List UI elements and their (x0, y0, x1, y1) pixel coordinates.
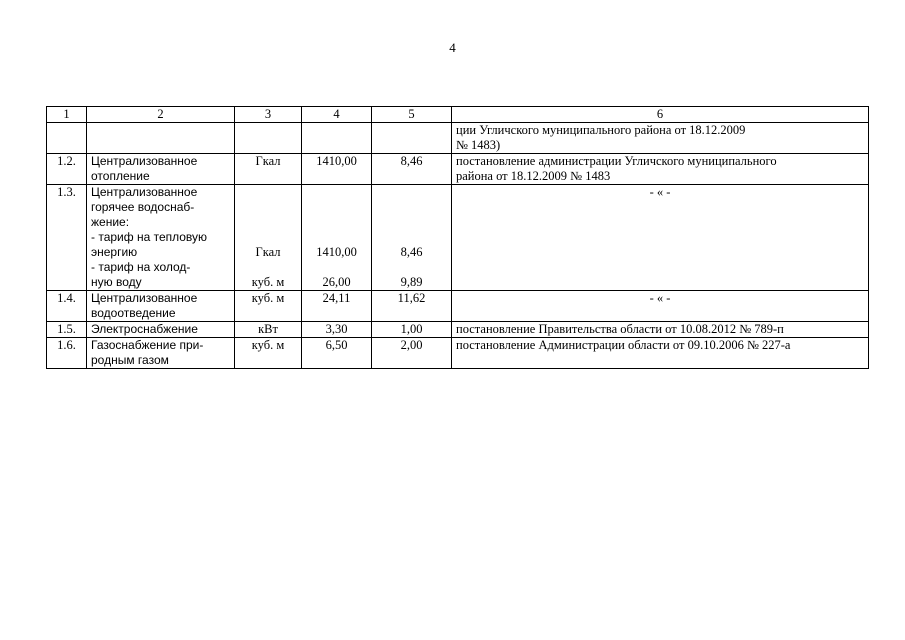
basis-line: ции Угличского муниципального района от 18.12.2009 (456, 123, 746, 137)
unit-heat: Гкал (255, 245, 281, 259)
header-col-1: 1 (47, 107, 87, 123)
service-line: горячее водоснаб- (91, 200, 195, 214)
service-line: Централизованное (91, 154, 198, 168)
basis-cell: - « - (452, 185, 869, 291)
service-line: отопление (91, 169, 150, 183)
service-line: - тариф на холод- (91, 260, 191, 274)
tariff-cell: 8,46 (372, 154, 452, 185)
service-name (87, 123, 235, 154)
row-number (47, 123, 87, 154)
basis-cell (452, 123, 869, 154)
basis-line: постановление администрации Угличского муниципального (456, 154, 777, 168)
service-name (87, 291, 235, 322)
service-name (87, 338, 235, 369)
unit-cell (235, 185, 302, 291)
header-col-5: 5 (372, 107, 452, 123)
row-number: 1.4. (47, 291, 87, 322)
volume-cell: 6,50 (302, 338, 372, 369)
service-line: ную воду (91, 275, 142, 289)
basis-line: № 1483) (456, 138, 501, 152)
service-name (87, 185, 235, 291)
tariff-cell: 1,00 (372, 322, 452, 338)
header-col-3: 3 (235, 107, 302, 123)
service-name (87, 154, 235, 185)
unit-cell: куб. м (235, 291, 302, 322)
table-row (47, 291, 869, 322)
basis-cell (452, 154, 869, 185)
volume-water: 26,00 (322, 275, 351, 289)
service-line: водоотведение (91, 306, 176, 320)
volume-cell (302, 123, 372, 154)
tariff-table (46, 106, 869, 369)
page-number: 4 (449, 40, 456, 55)
tariff-cell (372, 123, 452, 154)
volume-cell: 24,11 (302, 291, 372, 322)
service-line: жение: (91, 215, 130, 229)
volume-cell (302, 185, 372, 291)
table-row (47, 154, 869, 185)
row-number: 1.5. (47, 322, 87, 338)
table-header-row (47, 107, 869, 123)
header-col-2: 2 (87, 107, 235, 123)
service-line: Централизованное (91, 185, 198, 199)
header-col-6: 6 (452, 107, 869, 123)
unit-cell (235, 123, 302, 154)
basis-cell: постановление Администрации области от 09.10.2006 № 227-а (452, 338, 869, 369)
tariff-cell (372, 185, 452, 291)
table-row (47, 185, 869, 291)
service-line: энергию (91, 245, 138, 259)
basis-line: района от 18.12.2009 № 1483 (456, 169, 611, 183)
table-row (47, 322, 869, 338)
service-line: родным газом (91, 353, 169, 367)
unit-cell: кВт (235, 322, 302, 338)
service-line: - тариф на тепловую (91, 230, 208, 244)
volume-cell: 1410,00 (302, 154, 372, 185)
service-line: Электроснабжение (91, 322, 198, 336)
tariff-cell: 2,00 (372, 338, 452, 369)
volume-cell: 3,30 (302, 322, 372, 338)
basis-cell: - « - (452, 291, 869, 322)
row-number: 1.3. (47, 185, 87, 291)
row-number: 1.6. (47, 338, 87, 369)
table-row (47, 123, 869, 154)
unit-cell: куб. м (235, 338, 302, 369)
service-line: Газоснабжение при- (91, 338, 204, 352)
service-line: Централизованное (91, 291, 198, 305)
unit-water: куб. м (251, 275, 285, 289)
service-name (87, 322, 235, 338)
basis-cell: постановление Правительства области от 10.08.2012 № 789-п (452, 322, 869, 338)
table-row (47, 338, 869, 369)
volume-heat: 1410,00 (316, 245, 357, 259)
tariff-water: 9,89 (400, 275, 423, 289)
tariff-heat: 8,46 (400, 245, 423, 259)
unit-cell: Гкал (235, 154, 302, 185)
tariff-cell: 11,62 (372, 291, 452, 322)
header-col-4: 4 (302, 107, 372, 123)
row-number: 1.2. (47, 154, 87, 185)
